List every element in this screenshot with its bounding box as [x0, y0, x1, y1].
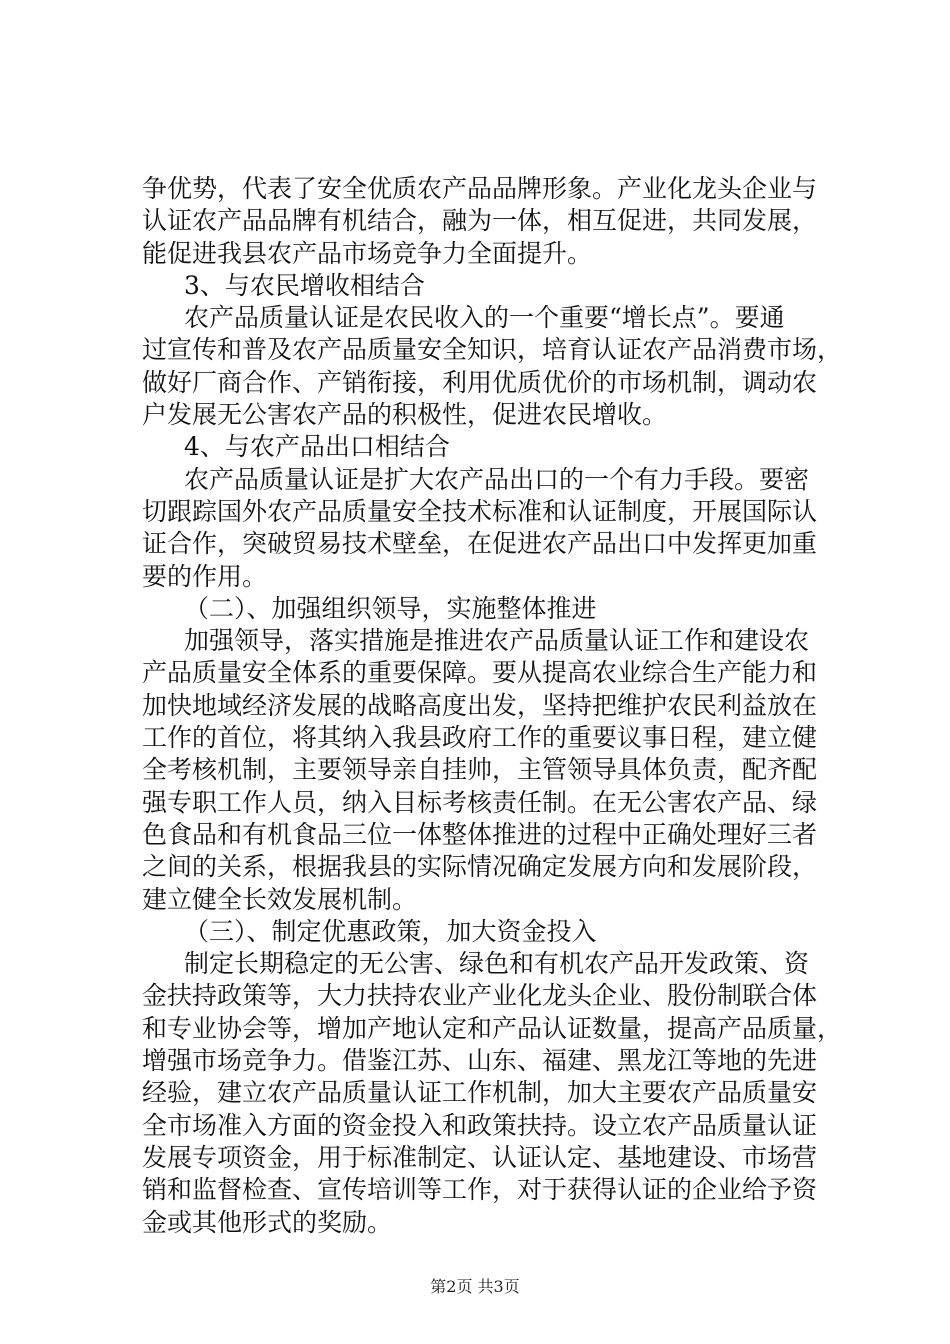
- text-line: 加强领导，落实措施是推进农产品质量认证工作和建设农: [184, 626, 810, 656]
- text-line: 证合作，突破贸易技术壁垒，在促进农产品出口中发挥更加重: [142, 529, 818, 559]
- text-line: （二）、加强组织领导，实施整体推进: [184, 593, 597, 623]
- text-line: 金或其他形式的奖励。: [142, 1207, 393, 1237]
- text-line: 能促进我县农产品市场竞争力全面提升。: [142, 238, 593, 268]
- text-line: 建立健全长效发展机制。: [142, 884, 418, 914]
- text-line: （三）、制定优惠政策，加大资金投入: [184, 916, 597, 946]
- page-footer: 第2页 共3页: [430, 1277, 520, 1296]
- text-line: 工作的首位，将其纳入我县政府工作的重要议事日程，建立健: [142, 723, 818, 753]
- text-line: 强专职工作人员，纳入目标考核责任制。在无公害农产品、绿: [142, 787, 818, 817]
- document-body: [142, 173, 842, 1239]
- text-line: 要的作用。: [142, 561, 268, 591]
- text-line: 全市场准入方面的资金投入和政策扶持。设立农产品质量认证: [142, 1110, 818, 1140]
- text-line: 之间的关系，根据我县的实际情况确定发展方向和发展阶段，: [142, 852, 818, 882]
- text-line: 户发展无公害农产品的积极性，促进农民增收。: [142, 400, 668, 430]
- text-line: 发展专项资金，用于标准制定、认证认定、基地建设、市场营: [142, 1142, 818, 1172]
- text-line: 农产品质量认证是扩大农产品出口的一个有力手段。要密: [184, 464, 810, 494]
- text-line: 做好厂商合作、产销衔接，利用优质优价的市场机制，调动农: [142, 367, 818, 397]
- text-line: 经验，建立农产品质量认证工作机制，加大主要农产品质量安: [142, 1078, 818, 1108]
- text-line: 产品质量安全体系的重要保障。要从提高农业综合生产能力和: [142, 658, 818, 688]
- text-line: 认证农产品品牌有机结合，融为一体，相互促进，共同发展，: [142, 206, 818, 236]
- text-line: 销和监督检查、宣传培训等工作，对于获得认证的企业给予资: [142, 1175, 818, 1205]
- text-line: 全考核机制，主要领导亲自挂帅，主管领导具体负责，配齐配: [142, 755, 818, 785]
- text-line: 色食品和有机食品三位一体整体推进的过程中正确处理好三者: [142, 819, 818, 849]
- text-line: 过宣传和普及农产品质量安全知识，培育认证农产品消费市场，: [142, 335, 843, 365]
- text-line: 和专业协会等，增加产地认定和产品认证数量，提高产品质量，: [142, 1013, 843, 1043]
- text-line: 加快地域经济发展的战略高度出发，坚持把维护农民利益放在: [142, 690, 818, 720]
- text-line: 金扶持政策等，大力扶持农业产业化龙头企业、股份制联合体: [142, 981, 818, 1011]
- text-line: 增强市场竞争力。借鉴江苏、山东、福建、黑龙江等地的先进: [142, 1046, 818, 1076]
- text-line: 农产品质量认证是农民收入的一个重要“增长点”。要通: [184, 303, 785, 333]
- text-line: 争优势，代表了安全优质农产品品牌形象。产业化龙头企业与: [142, 174, 818, 203]
- text-line: 切跟踪国外农产品质量安全技术标准和认证制度，开展国际认: [142, 496, 818, 526]
- text-line: 制定长期稳定的无公害、绿色和有机农产品开发政策、资: [184, 949, 810, 979]
- text-line: 4、与农产品出口相结合: [184, 432, 450, 462]
- text-line: 3、与农民增收相结合: [184, 270, 425, 300]
